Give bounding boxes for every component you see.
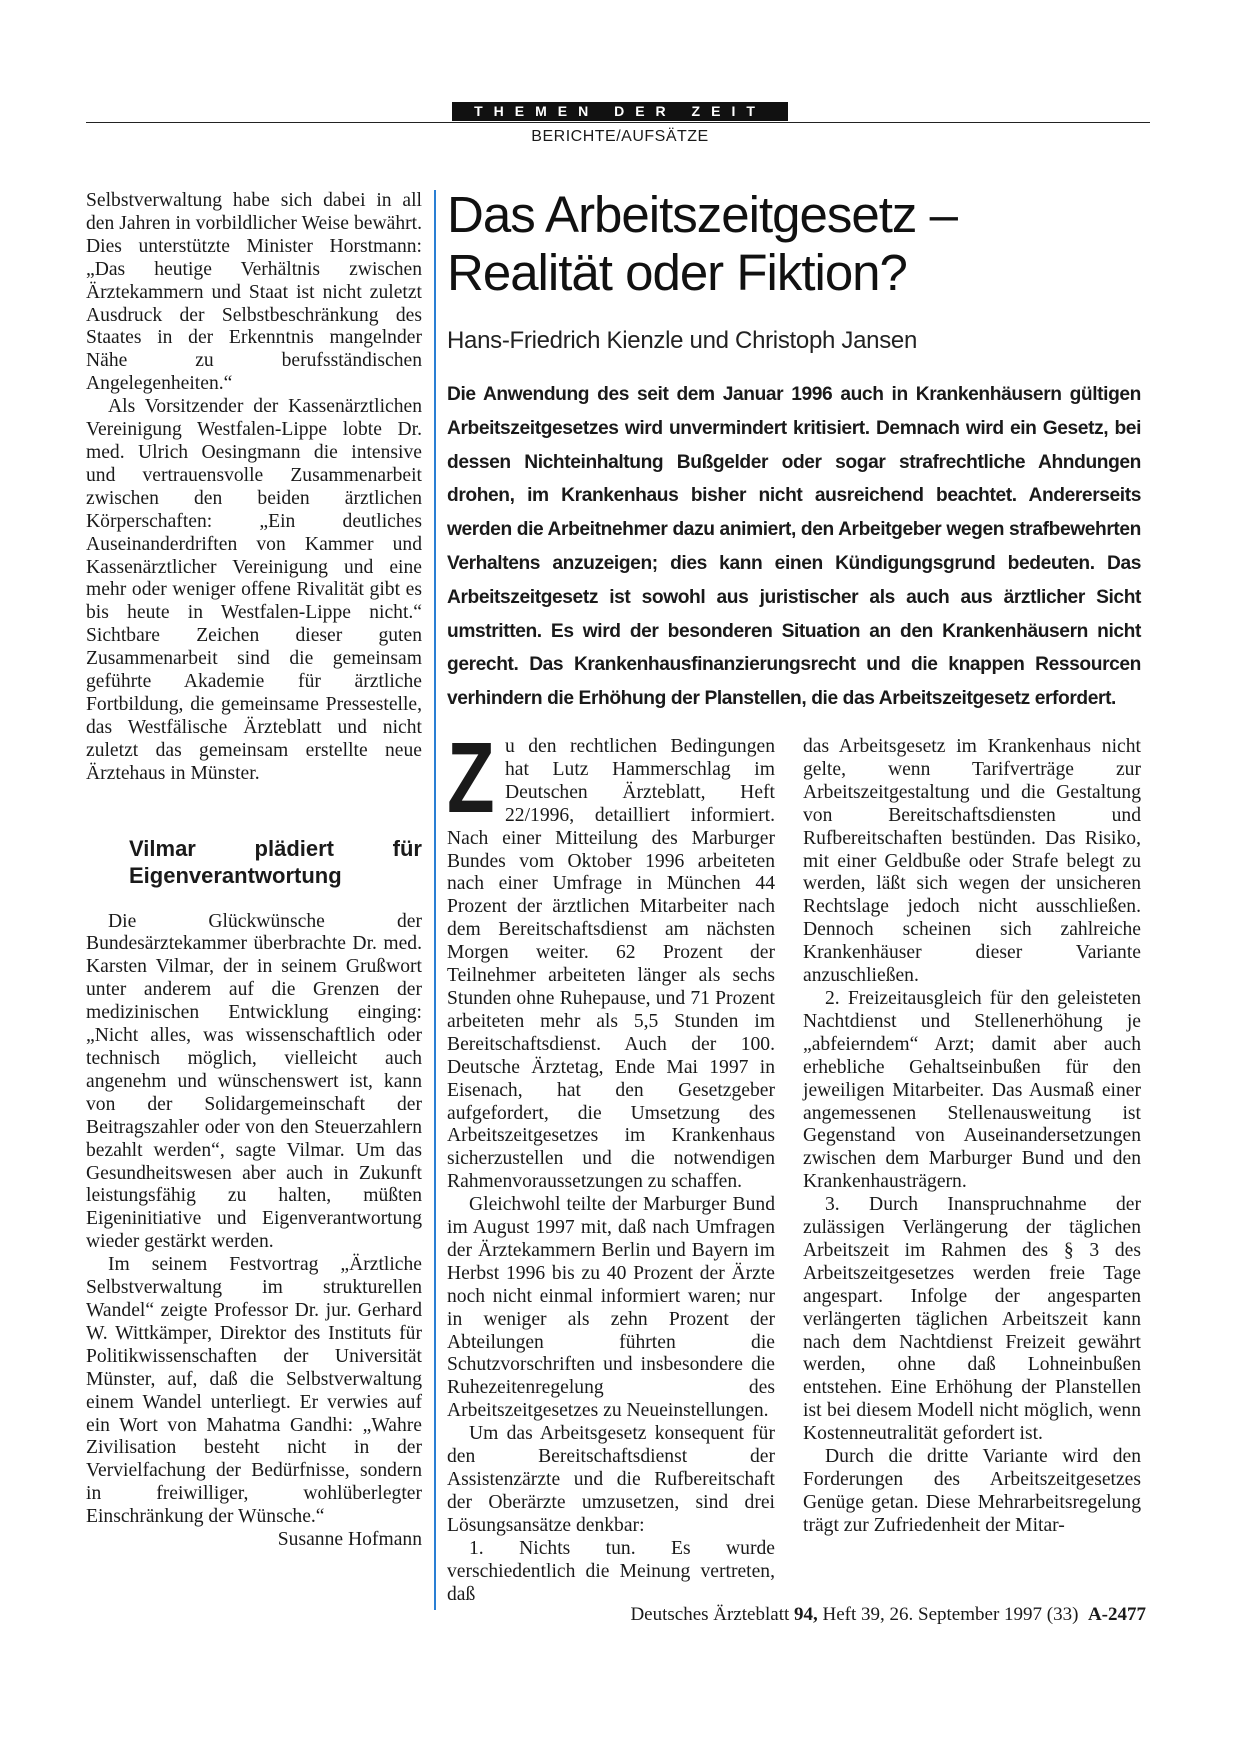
footer-volume: 94,	[794, 1604, 818, 1625]
section-band: THEMEN DER ZEIT	[452, 102, 788, 121]
article-title	[447, 186, 1147, 302]
left-paragraph-4	[86, 1254, 422, 1551]
left-column	[86, 190, 422, 1552]
title-line-2: Realität oder Fiktion?	[447, 244, 907, 301]
article-authors: Hans-Friedrich Kienzle und Christoph Jansen	[447, 327, 918, 354]
left-paragraph-4-text: Im seinem Festvortrag „Ärztliche Selbstverwaltung im strukturellen Wandel“ zeigte Professor Dr. jur. Gerhard W. Wittkämper, Direktor des Instituts für Politikwissenschaften der Universität Münster, auf, daß die Selbstverwaltung einem Wandel unterliegt. Er verwies auf ein Wort von Mahatma Gandhi: „Wahre Zivilisation besteht nicht in der Vervielfachung der Bedürfnisse, sondern in freiwilliger, wohlüberlegter Einschränkung der Wünsche.“	[86, 1254, 422, 1528]
right-paragraph-4: Durch die dritte Variante wird den Forderungen des Arbeitszeitgesetzes Genüge getan. Diese Mehrarbeitsregelung trägt zur Zufriedenheit der Mitar-	[803, 1446, 1141, 1536]
mid-paragraph-1-text: u den rechtlichen Bedingungen hat Lutz Hammerschlag im Deutschen Ärzteblatt, Heft 22/1996, detailliert informiert. Nach einer Mitteilung des Marburger Bundes vom Oktober 1996 arbeiteten nach einer Umfrage in München 44 Prozent der ärztlichen Mitarbeiter nach dem Bereitschaftsdienst am nächsten Morgen weiter. 62 Prozent der Teilnehmer arbeiteten länger als sechs Stunden ohne Ruhepause, und 71 Prozent arbeiteten mehr als 5,5 Stunden im Bereitschaftsdienst. Auch der 100. Deutsche Ärztetag, Ende Mai 1997 in Eisenach, hat den Gesetzgeber aufgefordert, die Umsetzung des Arbeitszeitgesetzes im Krankenhaus sicherzustellen und die notwendigen Rahmenvoraussetzungen zu schaffen.	[447, 736, 775, 1193]
section-label: BERICHTE/AUFSÄTZE	[531, 128, 709, 145]
footer-journal: Deutsches Ärzteblatt	[630, 1604, 790, 1625]
right-paragraph-3: 3. Durch Inanspruchnahme der zulässigen Verlängerung der täglichen Arbeitszeit im Rahmen des § 3 des Arbeitszeitgesetzes werden freie Tage angespart. Infolge der angesparten verlängerten täglichen Arbeitszeit kann nach dem Nachtdienst Freizeit gewährt werden, ohne daß Lohneinbußen entstehen. Eine Erhöhung der Planstellen ist bei diesem Modell nicht möglich, wenn Kostenneutralität gefordert ist.	[803, 1194, 1141, 1445]
mid-paragraph-1	[447, 722, 775, 1194]
right-paragraph-1: das Arbeitsgesetz im Krankenhaus nicht gelte, wenn Tarifverträge zur Arbeitszeitgestaltung und die Gestaltung von Bereitschaftsdiensten und Rufbereitschaften bestünden. Das Risiko, mit einer Geldbuße oder Strafe belegt zu werden, läßt sich wegen der unsicheren Rechtslage jedoch nicht ausschließen. Dennoch scheinen sich zahlreiche Krankenhäuser dieser Variante anzuschließen.	[803, 736, 1141, 987]
drop-cap: Z	[447, 722, 495, 834]
footer-page-number: A-2477	[1087, 1604, 1146, 1625]
article-lead: Die Anwendung des seit dem Januar 1996 auch in Krankenhäusern gültigen Arbeitszeitgesetzes wird unvermindert kritisiert. Demnach wird ein Gesetz, bei dessen Nichteinhaltung Bußgelder oder sogar strafrechtliche Ahndungen drohen, im Krankenhaus bisher nicht ausreichend beachtet. Andererseits werden die Arbeitnehmer dazu animiert, den Arbeitgeber wegen strafbewehrten Verhaltens anzuzeigen; dies kann einen Kündigungsgrund bedeuten. Das Arbeitszeitgesetz ist sowohl aus juristischer als auch aus ärztlicher Sicht umstritten. Es wird der besonderen Situation an den Krankenhäusern nicht gerecht. Das Krankenhausfinanzierungsrecht und die knappen Ressourcen verhindern die Erhöhung der Planstellen, die das Arbeitszeitgesetz erfordert.	[447, 384, 1141, 710]
subheading: Vilmar plädiert für Eigenverantwortung	[129, 835, 422, 888]
signature: Susanne Hofmann	[277, 1529, 422, 1551]
left-paragraph-3: Die Glückwünsche der Bundesärztekammer überbrachte Dr. med. Karsten Vilmar, der in seinem Grußwort unter anderem auf die Grenzen der medizinischen Entwicklung einging: „Nicht alles, was wissenschaftlich oder technisch möglich, vielleicht auch angenehm und wünschenswert ist, kann von der Solidargemeinschaft der Beitragszahler oder von den Steuerzahlern bezahlt werden“, sagte Vilmar. Um das Gesundheitswesen aber auch in Zukunft leistungsfähig zu halten, müßten Eigeninitiative und Eigenverantwortung wieder gestärkt werden.	[86, 910, 422, 1253]
left-paragraph-1: Selbstverwaltung habe sich dabei in all den Jahren in vorbildlicher Weise bewährt. Dies unterstützte Minister Horstmann: „Das heutige Verhältnis zwischen Ärztekammern und Staat ist nicht zuletzt Ausdruck der Selbstbeschränkung des Staates in der Erkenntnis mangelnder Nähe zu berufsständischen Angelegenheiten.“	[86, 190, 422, 395]
header-rule	[86, 122, 1150, 123]
page-footer	[630, 1604, 1146, 1626]
column-divider	[434, 190, 436, 1610]
footer-issue: Heft 39, 26. September 1997 (33)	[822, 1604, 1079, 1625]
mid-paragraph-2: Gleichwohl teilte der Marburger Bund im August 1997 mit, daß nach Umfragen der Ärztekammern Berlin und Bayern im Herbst 1996 bis zu 40 Prozent der Ärzte noch nicht einmal informiert waren; nur in weniger als zehn Prozent der Abteilungen führten die Schutzvorschriften und insbesondere die Ruhezeitenregelung des Arbeitszeitgesetzes zu Neueinstellungen.	[447, 1194, 775, 1422]
middle-column	[447, 722, 775, 1606]
right-paragraph-2: 2. Freizeitausgleich für den geleisteten Nachtdienst und Stellenerhöhung je „abfeierndem“ Arzt; damit aber auch erhebliche Gehaltseinbußen für den jeweiligen Mitarbeiter. Das Ausmaß einer angemessenen Stellenausweitung ist Gegenstand von Auseinandersetzungen zwischen dem Marburger Bund und den Krankenhausträgern.	[803, 987, 1141, 1193]
mid-paragraph-4: 1. Nichts tun. Es wurde verschiedentlich die Meinung vertreten, daß	[447, 1537, 775, 1605]
mid-paragraph-3: Um das Arbeitsgesetz konsequent für den Bereitschaftsdienst der Assistenzärzte und die Rufbereitschaft der Oberärzte umzusetzen, sind drei Lösungsansätze denkbar:	[447, 1423, 775, 1536]
right-column	[803, 736, 1141, 1538]
left-paragraph-2: Als Vorsitzender der Kassenärztlichen Vereinigung Westfalen-Lippe lobte Dr. med. Ulrich Oesingmann die intensive und vertrauensvolle Zusammenarbeit zwischen den beiden ärztlichen Körperschaften: „Ein deutliches Auseinanderdriften von Kammer und Kassenärztlicher Vereinigung und eine mehr oder weniger offene Rivalität gibt es bis heute in Westfalen-Lippe nicht.“ Sichtbare Zeichen dieser guten Zusammenarbeit sind die gemeinsam geführte Akademie für ärztliche Fortbildung, die gemeinsame Pressestelle, das Westfälische Ärzteblatt und nicht zuletzt das gemeinsam erstellte neue Ärztehaus in Münster.	[86, 396, 422, 784]
title-line-1: Das Arbeitszeitgesetz –	[447, 186, 957, 243]
